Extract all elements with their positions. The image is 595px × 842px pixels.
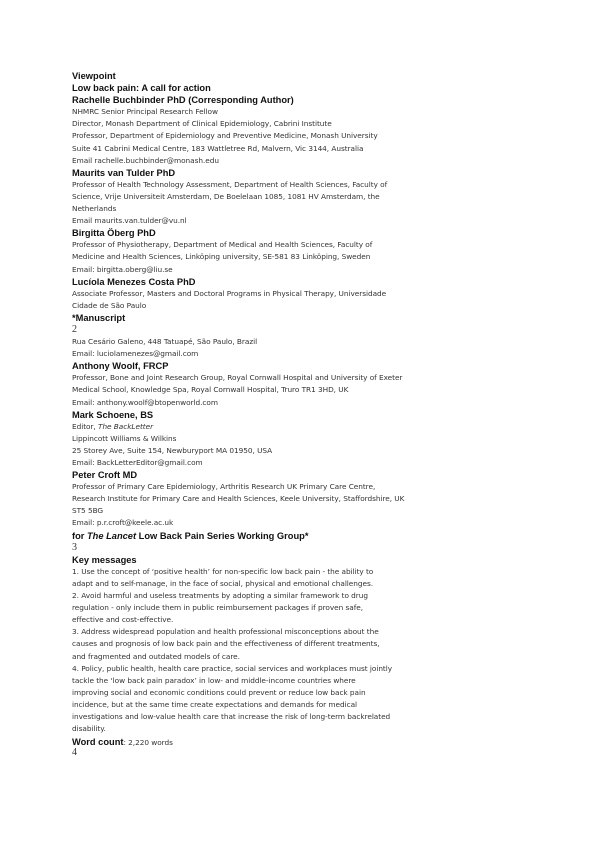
key-message-line: causes and prognosis of low back pain and the effectiveness of different treatments, [72, 639, 380, 649]
author-name: Rachelle Buchbinder PhD (Corresponding Author) [72, 95, 294, 106]
key-message-line: tackle the ‘low back pain paradox’ in low- and middle-income countries where [72, 675, 356, 685]
author-email: Email: birgitta.oberg@liu.se [72, 264, 173, 274]
section-label: Viewpoint [72, 71, 116, 81]
author-detail: Suite 41 Cabrini Medical Centre, 183 Wattletree Rd, Malvern, Vic 3144, Australia [72, 143, 364, 153]
author-email: Email maurits.van.tulder@vu.nl [72, 216, 187, 226]
author-name: Anthony Woolf, FRCP [72, 361, 169, 372]
key-message-line: 1. Use the concept of ‘positive health’ for non-specific low back pain - the ability to [72, 566, 374, 576]
author-detail [72, 421, 532, 433]
editor-prefix: Editor, [72, 421, 99, 431]
author-detail: 25 Storey Ave, Suite 154, Newburyport MA 01950, USA [72, 445, 273, 455]
author-name: Birgitta Öberg PhD [72, 228, 156, 239]
journal-name: The Lancet [86, 530, 137, 541]
article-title: Low back pain: A call for action [72, 83, 211, 94]
author-detail: Science, Vrije Universiteit Amsterdam, De Boelelaan 1085, 1081 HV Amsterdam, the [72, 191, 380, 201]
page-number: 4 [72, 747, 77, 759]
author-email: Email rachelle.buchbinder@monash.edu [72, 155, 219, 165]
author-detail: Professor of Physiotherapy, Department of Medical and Health Sciences, Faculty of [72, 240, 373, 250]
author-detail: Professor of Primary Care Epidemiology, Arthritis Research UK Primary Care Centre, [72, 482, 376, 492]
key-message-line: investigations and low-value health care that increase the risk of long-term backrelated [72, 711, 391, 721]
author-email: Email: anthony.woolf@btopenworld.com [72, 397, 218, 407]
author-detail: Medicine and Health Sciences, Linköping university, SE-581 83 Linköping, Sweden [72, 252, 371, 262]
author-detail: Lippincott Williams & Wilkins [72, 433, 177, 443]
key-message-line: incidence, but at the same time create expectations and demands for medical [72, 699, 358, 709]
key-message-line: 2. Avoid harmful and useless treatments by adopting a similar framework to drug [72, 591, 368, 601]
group-prefix: for [72, 530, 87, 541]
word-count-label: Word count [72, 737, 124, 748]
author-detail: Professor of Health Technology Assessment, Department of Health Sciences, Faculty of [72, 179, 388, 189]
author-detail: Professor, Bone and Joint Research Group, Royal Cornwall Hospital and University of Exeter [72, 373, 403, 383]
author-detail: Professor, Department of Epidemiology and Preventive Medicine, Monash University [72, 131, 378, 141]
working-group-line [72, 530, 532, 542]
key-message-line: disability. [72, 724, 106, 734]
author-name: Lucíola Menezes Costa PhD [72, 276, 196, 287]
key-message-line: 3. Address widespread population and health professional misconceptions about the [72, 627, 379, 637]
key-message-line: 4. Policy, public health, health care practice, social services and workplaces must jointly [72, 663, 393, 673]
author-email: Email: BackLetterEditor@gmail.com [72, 458, 203, 467]
word-count-line [72, 735, 532, 747]
author-email: Email: luciolamenezes@gmail.com [72, 349, 199, 359]
author-detail: NHMRC Senior Principal Research Fellow [72, 107, 218, 117]
author-name: Peter Croft MD [72, 470, 138, 481]
key-message-line: effective and cost-effective. [72, 615, 174, 625]
author-detail: Netherlands [72, 204, 117, 214]
author-detail: Medical School, Knowledge Spa, Royal Cornwall Hospital, Truro TR1 3HD, UK [72, 385, 349, 395]
manuscript-label: *Manuscript [72, 312, 126, 323]
key-messages-heading: Key messages [72, 554, 137, 565]
author-detail: Associate Professor, Masters and Doctoral Programs in Physical Therapy, Universidade [72, 288, 387, 298]
group-suffix: Low Back Pain Series Working Group* [136, 530, 309, 541]
page-number: 3 [72, 541, 77, 553]
key-message-line: regulation - only include them in public reimbursement packages if proven safe, [72, 603, 364, 613]
key-message-line: and fragmented and outdated models of care. [72, 651, 240, 661]
key-message-line: improving social and economic conditions could prevent or reduce low back pain [72, 687, 366, 697]
author-detail: Director, Monash Department of Clinical Epidemiology, Cabrini Institute [72, 119, 332, 129]
author-email: Email: p.r.croft@keele.ac.uk [72, 518, 174, 528]
document-page [72, 70, 532, 759]
author-detail: ST5 5BG [72, 506, 104, 516]
page-number: 2 [72, 323, 77, 335]
author-name: Mark Schoene, BS [72, 409, 154, 420]
author-detail: Rua Cesário Galeno, 448 Tatuapé, São Paulo, Brazil [72, 337, 258, 347]
key-message-line: adapt and to self-manage, in the face of social, physical and emotional challenges. [72, 578, 374, 588]
publication-title: The BackLetter [98, 421, 154, 431]
author-detail: Research Institute for Primary Care and Health Sciences, Keele University, Staffordshire, UK [72, 494, 405, 504]
author-detail: Cidade de São Paulo [72, 300, 147, 310]
author-name: Maurits van Tulder PhD [72, 167, 176, 178]
word-count-value: : 2,220 words [123, 738, 173, 748]
